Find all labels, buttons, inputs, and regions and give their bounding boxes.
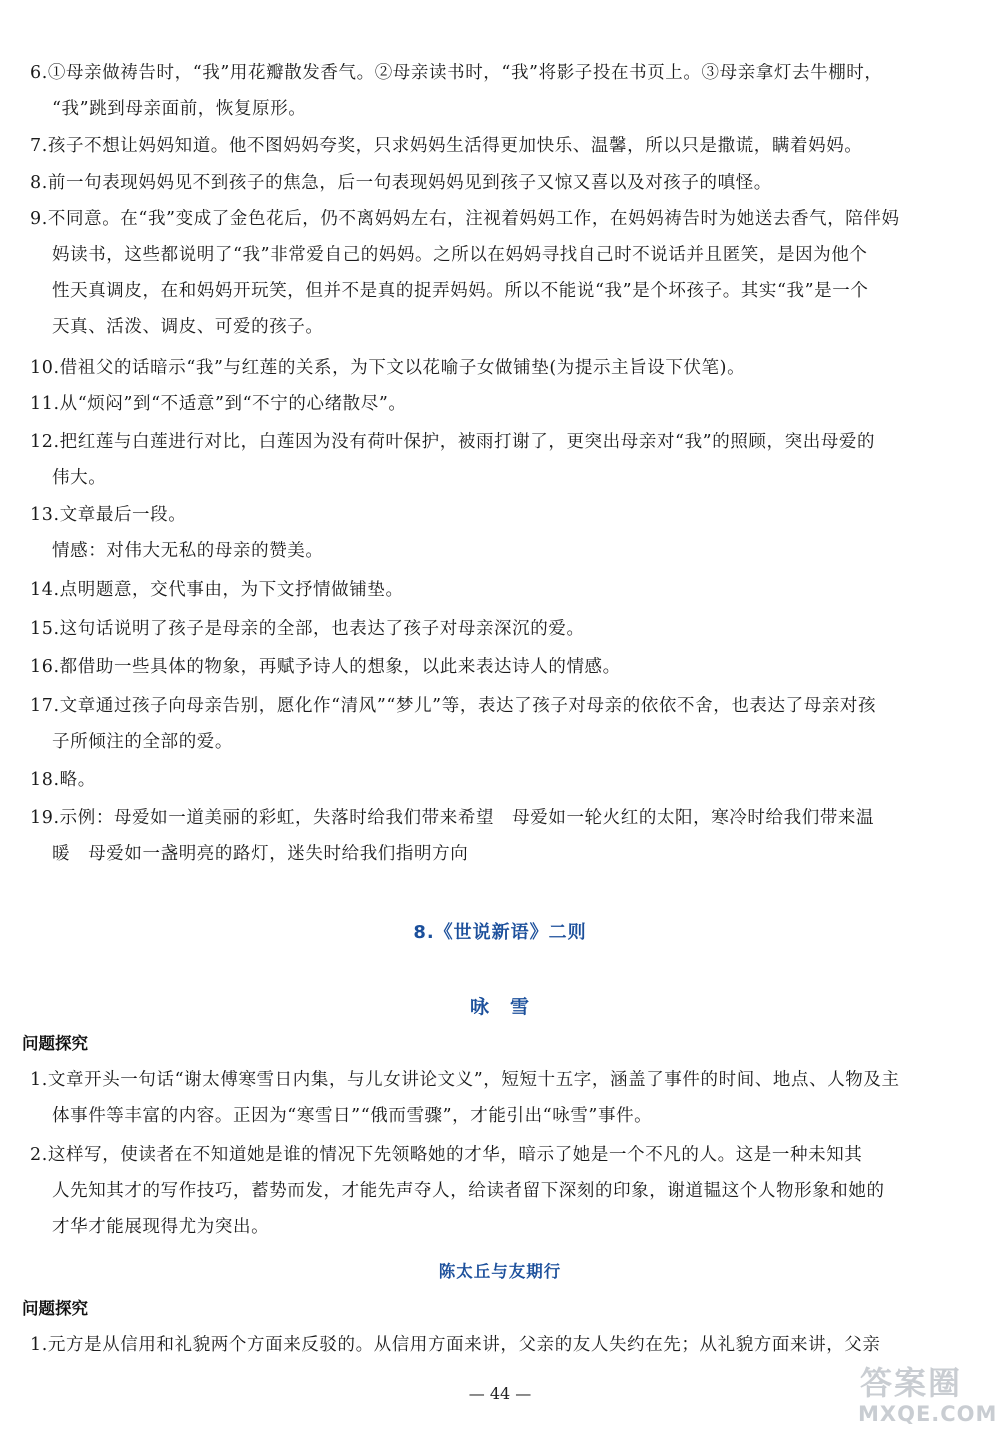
item-continuation: 暖 母爱如一盏明亮的路灯，迷失时给我们指明方向 xyxy=(52,844,469,864)
item-continuation: 天真、活泼、调皮、可爱的孩子。 xyxy=(52,317,324,337)
subsection-title-yongxue: 咏 雪 xyxy=(469,996,530,1018)
item-number: 2. xyxy=(30,1145,48,1165)
item-text: 不同意。在“我”变成了金色花后，仍不离妈妈左右，注视着妈妈工作，在妈妈祷告时为她送去香气，陪伴妈 xyxy=(47,209,900,229)
item-text: 文章通过孩子向母亲告别，愿化作“清风”“梦儿”等，表达了孩子对母亲的依依不舍，也表达了母亲对孩 xyxy=(59,696,877,716)
item-text: 这句话说明了孩子是母亲的全部，也表达了孩子对母亲深沉的爱。 xyxy=(59,619,585,639)
item-number: 18. xyxy=(30,770,60,790)
answer-item-10 xyxy=(30,350,905,386)
item-number: 8. xyxy=(30,173,48,193)
watermark-logo xyxy=(854,1358,998,1436)
answer-item-18 xyxy=(30,762,905,798)
answer-item-6 xyxy=(30,55,905,127)
yongxue-item-1 xyxy=(30,1062,905,1134)
item-continuation: 伟大。 xyxy=(52,468,107,488)
section-title: 8.《世说新语》二则 xyxy=(413,922,587,943)
item-number: 16. xyxy=(30,657,60,677)
answer-item-17 xyxy=(30,688,905,760)
item-number: 12. xyxy=(30,432,60,452)
item-number: 1. xyxy=(30,1070,48,1090)
item-continuation: 妈读书，这些都说明了“我”非常爱自己的妈妈。之所以在妈妈寻找自己时不说话并且匿笑，是因为他个 xyxy=(52,245,868,265)
answer-item-12 xyxy=(30,424,905,496)
page-number: — 44 — xyxy=(468,1384,532,1403)
answer-item-9 xyxy=(30,201,905,345)
item-number: 14. xyxy=(30,580,60,600)
answer-item-8 xyxy=(30,165,905,201)
item-text: 借祖父的话暗示“我”与红莲的关系，为下文以花喻子女做铺垫(为提示主旨设下伏笔)。 xyxy=(59,358,746,378)
item-text: 从“烦闷”到“不适意”到“不宁的心绪散尽”。 xyxy=(59,394,407,414)
item-number: 6. xyxy=(30,63,48,83)
answer-item-7 xyxy=(30,128,905,164)
item-text: 文章最后一段。 xyxy=(59,505,187,525)
subsection-title-chentaiqiu: 陈太丘与友期行 xyxy=(438,1262,562,1281)
answer-item-16 xyxy=(30,649,905,685)
item-continuation: “我”跳到母亲面前，恢复原形。 xyxy=(52,99,307,119)
item-number: 19. xyxy=(30,808,60,828)
item-number: 13. xyxy=(30,505,60,525)
item-number: 9. xyxy=(30,209,48,229)
item-continuation: 才华才能展现得尤为突出。 xyxy=(52,1217,270,1237)
answer-item-15 xyxy=(30,611,905,647)
item-number: 1. xyxy=(30,1335,48,1355)
item-number: 7. xyxy=(30,136,48,156)
item-number: 10. xyxy=(30,358,60,378)
item-text: 点明题意，交代事由，为下文抒情做铺垫。 xyxy=(59,580,404,600)
item-continuation: 情感：对伟大无私的母亲的赞美。 xyxy=(52,541,324,561)
item-number: 17. xyxy=(30,696,60,716)
item-continuation: 人先知其才的写作技巧，蓄势而发，才能先声夺人，给读者留下深刻的印象，谢道韫这个人物形象和她的 xyxy=(52,1181,885,1201)
item-text: 这样写，使读者在不知道她是谁的情况下先领略她的才华，暗示了她是一个不凡的人。这是一种未知其 xyxy=(47,1145,863,1165)
question-label: 问题探究 xyxy=(22,1299,88,1318)
item-text: 略。 xyxy=(59,770,96,790)
item-text: 文章开头一句话“谢太傅寒雪日内集，与儿女讲论文义”，短短十五字，涵盖了事件的时间、地点、人物及主 xyxy=(47,1070,900,1090)
answer-item-19 xyxy=(30,800,905,872)
item-text: ①母亲做祷告时，“我”用花瓣散发香气。②母亲读书时，“我”将影子投在书页上。③母亲拿灯去牛棚时， xyxy=(47,63,883,83)
item-text: 都借助一些具体的物象，再赋予诗人的想象，以此来表达诗人的情感。 xyxy=(59,657,621,677)
item-text: 元方是从信用和礼貌两个方面来反驳的。从信用方面来讲，父亲的友人失约在先；从礼貌方面来讲，父亲 xyxy=(47,1335,881,1355)
item-text: 前一句表现妈妈见不到孩子的焦急，后一句表现妈妈见到孩子又惊又喜以及对孩子的嗔怪。 xyxy=(47,173,772,193)
question-label: 问题探究 xyxy=(22,1034,88,1053)
item-continuation: 性天真调皮，在和妈妈开玩笑，但并不是真的捉弄妈妈。所以不能说“我”是个坏孩子。其实“我”是一个 xyxy=(52,281,869,301)
item-continuation: 体事件等丰富的内容。正因为“寒雪日”“俄而雪骤”，才能引出“咏雪”事件。 xyxy=(52,1106,653,1126)
watermark-url: MXQE.COM xyxy=(858,1402,998,1426)
item-text: 把红莲与白莲进行对比，白莲因为没有荷叶保护，被雨打谢了，更突出母亲对“我”的照顾，突出母爱的 xyxy=(59,432,876,452)
answer-item-13 xyxy=(30,497,905,569)
chentaiqiu-item-1 xyxy=(30,1327,905,1363)
answer-item-14 xyxy=(30,572,905,608)
item-text: 示例：母爱如一道美丽的彩虹，失落时给我们带来希望 母爱如一轮火红的太阳，寒冷时给我们带来温 xyxy=(59,808,875,828)
item-continuation: 子所倾注的全部的爱。 xyxy=(52,732,233,752)
item-text: 孩子不想让妈妈知道。他不图妈妈夸奖，只求妈妈生活得更加快乐、温馨，所以只是撒谎，瞒着妈妈。 xyxy=(47,136,863,156)
yongxue-item-2 xyxy=(30,1137,905,1245)
item-number: 15. xyxy=(30,619,60,639)
answer-item-11 xyxy=(30,386,905,422)
watermark-glyphs: 答案圈 xyxy=(860,1364,963,1402)
item-number: 11. xyxy=(30,394,60,414)
